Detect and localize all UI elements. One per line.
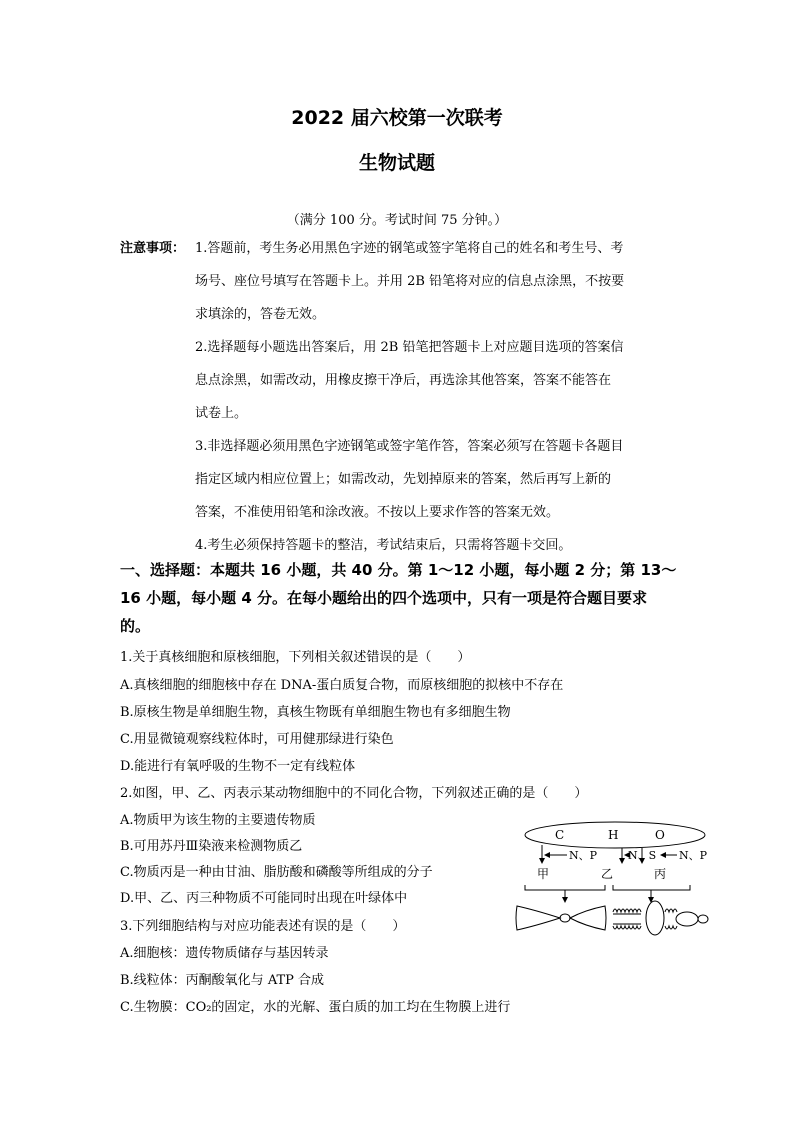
question-3-option-c: C.生物膜：CO₂的固定，水的光解、蛋白质的加工均在生物膜上进行	[120, 1000, 511, 1015]
question-3-option-b: B.线粒体：丙酮酸氧化与 ATP 合成	[120, 973, 325, 988]
compound-diagram	[515, 818, 715, 943]
question-1-option-a: A.真核细胞的细胞核中存在 DNA-蛋白质复合物，而原核细胞的拟核中不存在	[120, 678, 564, 693]
note-line: 场号、座位号填写在答题卡上。并用 2B 铅笔将对应的信息点涂黑，不按要	[195, 274, 625, 289]
element-o: O	[655, 828, 665, 842]
question-2-option-d: D.甲、乙、丙三种物质不可能同时出现在叶绿体中	[120, 891, 408, 906]
label-ns: N、S	[628, 849, 657, 862]
question-2-option-c: C.物质丙是一种由甘油、脂肪酸和磷酸等所组成的分子	[120, 865, 433, 880]
section-line: 的。	[120, 617, 151, 635]
bracket-right	[613, 885, 690, 890]
notes-label: 注意事项：	[120, 241, 186, 256]
question-2-option-a: A.物质甲为该生物的主要遗传物质	[120, 813, 316, 828]
bracket-left	[525, 885, 605, 890]
question-1-stem: 1.关于真核细胞和原核细胞，下列相关叙述错误的是（ ）	[120, 650, 471, 665]
element-h: H	[608, 828, 619, 842]
question-2-stem: 2.如图，甲、乙、丙表示某动物细胞中的不同化合物，下列叙述正确的是（ ）	[120, 786, 588, 801]
note-2	[120, 331, 695, 430]
note-3	[120, 430, 695, 529]
note-1	[120, 232, 695, 331]
notes-block	[120, 232, 695, 562]
question-2-option-b: B.可用苏丹Ⅲ染液来检测物质乙	[120, 839, 303, 854]
question-1-option-d: D.能进行有氧呼吸的生物不一定有线粒体	[120, 759, 356, 774]
exam-meta: （满分 100 分。考试时间 75 分钟。）	[286, 213, 508, 228]
question-3-stem: 3.下列细胞结构与对应功能表述有误的是（ ）	[120, 919, 406, 934]
paper-subject: 生物试题	[358, 152, 435, 174]
element-c: C	[555, 828, 565, 842]
question-3-option-a: A.细胞核：遗传物质储存与基因转录	[120, 946, 329, 961]
label-np-right: N、P	[679, 849, 708, 862]
note-line: 试卷上。	[195, 406, 248, 421]
question-1-option-c: C.用显微镜观察线粒体时，可用健那绿进行染色	[120, 732, 394, 747]
note-line: 求填涂的，答卷无效。	[195, 307, 326, 322]
note-line: 3.非选择题必须用黑色字迹钢笔或签字笔作答，答案必须写在答题卡各题目	[195, 439, 624, 454]
question-1-option-b: B.原核生物是单细胞生物，真核生物既有单细胞生物也有多细胞生物	[120, 705, 511, 720]
section-heading	[120, 556, 680, 640]
note-line: 2.选择题每小题选出答案后，用 2B 铅笔把答题卡上对应题目选项的答案信	[195, 340, 624, 355]
note-line: 答案，不准使用铅笔和涂改液。不按以上要求作答的答案无效。	[195, 505, 560, 520]
note-line: 1.答题前，考生务必用黑色字迹的钢笔或签字笔将自己的姓名和考生号、考	[195, 241, 624, 256]
note-line: 息点涂黑，如需改动，用橡皮擦干净后，再选涂其他答案，答案不能答在	[195, 373, 612, 388]
section-line: 一、选择题：本题共 16 小题，共 40 分。第 1～12 小题，每小题 2 分；第 13～	[120, 561, 677, 579]
paper-title: 2022 届六校第一次联考	[291, 107, 503, 129]
label-np-left: N、P	[569, 849, 598, 862]
label-bing: 丙	[654, 867, 667, 881]
label-yi: 乙	[601, 867, 614, 881]
note-line: 指定区域内相应位置上；如需改动，先划掉原来的答案，然后再写上新的	[195, 472, 612, 487]
membrane-icon	[613, 901, 708, 935]
label-jia: 甲	[537, 867, 550, 881]
chromosome-icon	[516, 906, 606, 930]
section-line: 16 小题，每小题 4 分。在每小题给出的四个选项中，只有一项是符合题目要求	[120, 589, 647, 607]
note-line: 4.考生必须保持答题卡的整洁，考试结束后，只需将答题卡交回。	[195, 538, 572, 553]
